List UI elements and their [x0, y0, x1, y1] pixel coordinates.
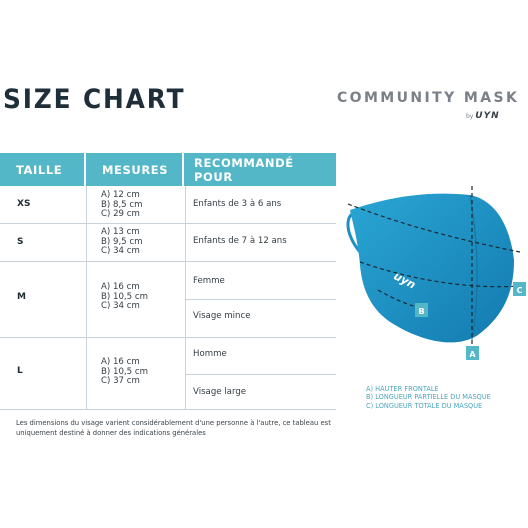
row-divider [0, 223, 336, 224]
label-c: C [516, 286, 523, 295]
size-cell: L [17, 366, 23, 376]
measure-b: B) 8,5 cm [101, 199, 143, 210]
measure-a: A) 12 cm [101, 190, 140, 200]
recommended-cell: Homme [193, 349, 227, 359]
measure-b: B) 10,5 cm [101, 291, 148, 302]
row-divider [0, 337, 336, 338]
sub-row-divider [186, 299, 336, 300]
column-header-measures: MESURES [86, 153, 182, 186]
measures-cell [101, 358, 148, 387]
recommended-cell: Femme [193, 276, 225, 286]
size-cell: M [17, 292, 26, 302]
measure-c: C) 37 cm [101, 376, 140, 386]
legend-a: A) HAUTER FRONTALE [366, 385, 439, 393]
column-header-size: TAILLE [0, 153, 84, 186]
measure-c: C) 34 cm [101, 246, 140, 256]
measure-c: C) 29 cm [101, 209, 140, 219]
label-a: A [469, 350, 476, 359]
column-divider [185, 186, 186, 409]
row-divider [0, 261, 336, 262]
dimension-legend [366, 385, 491, 410]
measure-a: A) 13 cm [101, 227, 140, 237]
mask-body [350, 194, 514, 343]
size-cell: XS [17, 199, 31, 209]
measure-c: C) 34 cm [101, 301, 140, 311]
recommended-cell: Enfants de 7 à 12 ans [193, 236, 287, 246]
disclaimer-note: Les dimensions du visage varient considérablement d'une personne à l'autre, ce tableau est uniquement destiné à donner des indications générales [16, 419, 331, 437]
measures-cell [101, 228, 142, 257]
byline-text: by [466, 113, 474, 120]
measures-cell [101, 283, 148, 312]
mask-illustration [336, 178, 528, 368]
legend-c: C) LONGUEUR TOTALE DU MASQUE [366, 401, 483, 410]
measure-b: B) 10,5 cm [101, 366, 148, 377]
mask-logo: uyn [391, 269, 418, 292]
size-cell: S [17, 237, 24, 247]
recommended-cell: Visage mince [193, 311, 251, 321]
legend-b: B) LONGUEUR PARTIELLE DU MASQUE [366, 393, 491, 402]
measures-cell [101, 191, 142, 220]
measure-b: B) 9,5 cm [101, 236, 143, 247]
sub-row-divider [186, 374, 336, 375]
measure-a: A) 16 cm [101, 282, 140, 292]
uyn-logo: UYN [475, 111, 500, 121]
page-title: SIZE CHART [3, 84, 186, 115]
brand-name: COMMUNITY MASK [337, 90, 520, 106]
column-divider [86, 186, 87, 409]
recommended-cell: Visage large [193, 387, 247, 397]
measure-a: A) 16 cm [101, 357, 140, 367]
row-divider [0, 409, 336, 410]
column-header-recommended: RECOMMANDÉ POUR [184, 153, 336, 186]
recommended-cell: Enfants de 3 à 6 ans [193, 199, 282, 209]
label-b: B [418, 307, 425, 316]
brand-byline [466, 111, 500, 121]
